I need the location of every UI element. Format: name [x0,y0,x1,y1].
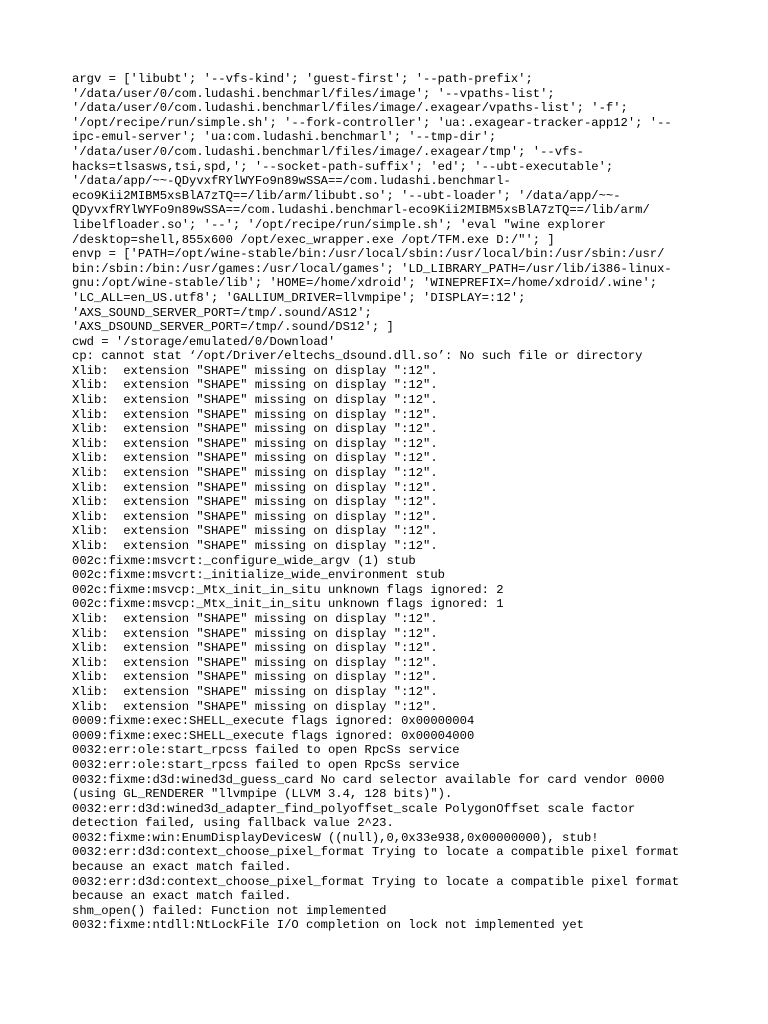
log-line: cp: cannot stat ‘/opt/Driver/eltechs_dsound.dll.so’: No such file or directory [72,349,643,364]
log-line: 0009:fixme:exec:SHELL_execute flags ignored: 0x00004000 [72,728,475,743]
log-line: 0032:err:d3d:wined3d_adapter_find_polyoffset_scale PolygonOffset scale factor [72,801,636,816]
log-line: shm_open() failed: Function not implemented [72,903,387,918]
log-line: 002c:fixme:msvcp:_Mtx_init_in_situ unknown flags ignored: 2 [72,582,504,597]
log-line: 0032:err:ole:start_rpcss failed to open RpcSs service [72,757,460,772]
log-line: Xlib: extension "SHAPE" missing on display ":12". [72,407,438,422]
log-line: Xlib: extension "SHAPE" missing on display ":12". [72,495,438,510]
log-line: Xlib: extension "SHAPE" missing on display ":12". [72,466,438,481]
log-line: 0032:err:d3d:context_choose_pixel_format Trying to locate a compatible pixel format [72,874,680,889]
log-line: 'AXS_DSOUND_SERVER_PORT=/tmp/.sound/DS12'; ] [72,320,394,335]
log-line: '/opt/recipe/run/simple.sh'; '--fork-controller'; 'ua:.exagear-tracker-app12'; '-- [72,115,672,130]
log-line: Xlib: extension "SHAPE" missing on display ":12". [72,626,438,641]
log-line: because an exact match failed. [72,860,292,875]
log-line: '/data/user/0/com.ludashi.benchmarl/files/image/.exagear/vpaths-list'; '-f'; [72,101,628,116]
log-line: 0032:err:d3d:context_choose_pixel_format Trying to locate a compatible pixel format [72,845,680,860]
log-line: envp = ['PATH=/opt/wine-stable/bin:/usr/local/sbin:/usr/local/bin:/usr/sbin:/usr/ [72,247,665,262]
log-line: Xlib: extension "SHAPE" missing on display ":12". [72,480,438,495]
log-line: Xlib: extension "SHAPE" missing on display ":12". [72,670,438,685]
log-line: detection failed, using fallback value 2^23. [72,816,394,831]
log-line: 0032:fixme:win:EnumDisplayDevicesW ((null),0,0x33e938,0x00000000), stub! [72,830,599,845]
log-line: eco9Kii2MIBM5xsBlA7zTQ==/lib/arm/libubt.so'; '--ubt-loader'; '/data/app/~~- [72,188,621,203]
log-line: 002c:fixme:msvcrt:_initialize_wide_environment stub [72,568,445,583]
log-line: because an exact match failed. [72,889,292,904]
log-line: Xlib: extension "SHAPE" missing on display ":12". [72,655,438,670]
log-line: Xlib: extension "SHAPE" missing on display ":12". [72,509,438,524]
log-line: gnu:/opt/wine-stable/lib'; 'HOME=/home/xdroid'; 'WINEPREFIX=/home/xdroid/.wine'; [72,276,658,291]
log-line: Xlib: extension "SHAPE" missing on display ":12". [72,684,438,699]
log-line: libelfloader.so'; '--'; '/opt/recipe/run/simple.sh'; 'eval "wine explorer [72,217,606,232]
log-line: 0032:fixme:d3d:wined3d_guess_card No card selector available for card vendor 0000 [72,772,665,787]
log-line: Xlib: extension "SHAPE" missing on display ":12". [72,611,438,626]
log-line: '/data/user/0/com.ludashi.benchmarl/files/image/.exagear/tmp'; '--vfs- [72,144,584,159]
log-line: 'LC_ALL=en_US.utf8'; 'GALLIUM_DRIVER=llvmpipe'; 'DISPLAY=:12'; [72,290,526,305]
log-line: 0032:err:ole:start_rpcss failed to open RpcSs service [72,743,460,758]
log-line: Xlib: extension "SHAPE" missing on display ":12". [72,436,438,451]
log-line: 002c:fixme:msvcrt:_configure_wide_argv (1) stub [72,553,416,568]
log-line: 0009:fixme:exec:SHELL_execute flags ignored: 0x00000004 [72,714,475,729]
log-line: argv = ['libubt'; '--vfs-kind'; 'guest-first'; '--path-prefix'; [72,72,533,86]
log-line: Xlib: extension "SHAPE" missing on display ":12". [72,524,438,539]
log-line: cwd = '/storage/emulated/0/Download' [72,334,336,349]
log-line: 002c:fixme:msvcp:_Mtx_init_in_situ unknown flags ignored: 1 [72,597,504,612]
log-line: Xlib: extension "SHAPE" missing on display ":12". [72,641,438,656]
log-line: '/data/user/0/com.ludashi.benchmarl/files/image'; '--vpaths-list'; [72,86,555,101]
log-line: bin:/sbin:/bin:/usr/games:/usr/local/games'; 'LD_LIBRARY_PATH=/usr/lib/i386-linux- [72,261,672,276]
log-line: '/data/app/~~-QDyvxfRYlWYFo9n89wSSA==/com.ludashi.benchmarl- [72,174,511,189]
log-output [72,72,704,933]
log-line: 'AXS_SOUND_SERVER_PORT=/tmp/.sound/AS12'; [72,305,372,320]
log-line: QDyvxfRYlWYFo9n89wSSA==/com.ludashi.benchmarl-eco9Kii2MIBM5xsBlA7zTQ==/lib/arm/ [72,203,650,218]
log-line: Xlib: extension "SHAPE" missing on display ":12". [72,422,438,437]
log-line: Xlib: extension "SHAPE" missing on display ":12". [72,378,438,393]
log-line: Xlib: extension "SHAPE" missing on display ":12". [72,699,438,714]
log-line: Xlib: extension "SHAPE" missing on display ":12". [72,451,438,466]
log-line: /desktop=shell,855x600 /opt/exec_wrapper.exe /opt/TFM.exe D:/"'; ] [72,232,555,247]
log-line: ipc-emul-server'; 'ua:com.ludashi.benchmarl'; '--tmp-dir'; [72,130,497,145]
log-line: Xlib: extension "SHAPE" missing on display ":12". [72,539,438,553]
log-line: Xlib: extension "SHAPE" missing on display ":12". [72,363,438,378]
log-line: Xlib: extension "SHAPE" missing on display ":12". [72,393,438,408]
log-line: (using GL_RENDERER "llvmpipe (LLVM 3.4, 128 bits)"). [72,787,453,802]
log-line: hacks=tlsasws,tsi,spd,'; '--socket-path-suffix'; 'ed'; '--ubt-executable'; [72,159,614,174]
log-line: 0032:fixme:ntdll:NtLockFile I/O completion on lock not implemented yet [72,918,584,933]
